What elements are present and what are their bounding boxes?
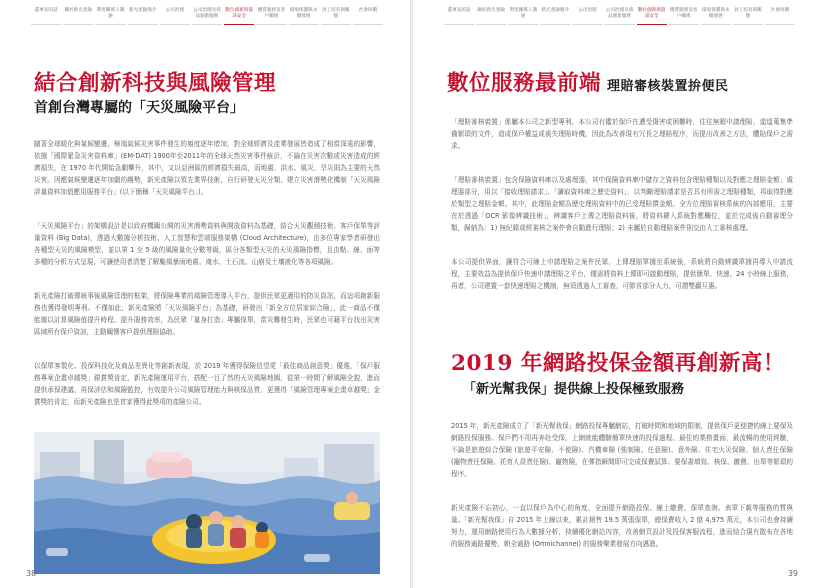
right-page <box>412 0 824 588</box>
nav-item[interactable]: 關於新光產險 <box>476 8 506 25</box>
paragraph: 「天災風險平台」的架構設計是以政府機關公開的災害潛勢資料與開放資料為基礎，結合天災觀測技術、客戶保單等評量資料 (Big Data)，透過大數據分析技術、人工智慧和雲端服務架構 (Cloud Architecture)，由多位專家學者研發出各種型天災的風險模型，並以第 1 至 5 級的風險量化分數等級，區分各類型天災的天災風險指標，且由點、線、面等多種的分析方式呈現，可讓使用者清楚了解颱風暴雨地震、淹水、土石流、山崩及土壤液化等各項風險。 <box>34 222 380 266</box>
nav-item[interactable]: 數位創新與資訊安全 <box>637 8 667 25</box>
nav-item[interactable]: 優質服務及客戶關係 <box>256 8 286 25</box>
nav-item[interactable]: 環境保護與永續發展 <box>289 8 319 25</box>
paragraph: 本公司提供界面，讓符合可線上申請理賠之案件民眾，上傳理賠單據至系統後，系統將自動辨識單據再導入申請流程，主要效益為提供保戶快速申請理賠之平台，僅需將資料上傳即可啟動理賠，提供簡單、快速、24 小時線上服務，再者，公司建置一套快速理賠之機制，無須透過人工審查，可節省部分人力，可謂雙贏互惠。 <box>451 258 793 290</box>
page-number-right: 39 <box>787 569 798 578</box>
nav-item[interactable]: 利害關係人溝通 <box>95 8 125 25</box>
nav-item[interactable]: 優質服務及客戶關係 <box>669 8 699 25</box>
page-number-left: 38 <box>26 569 37 578</box>
nav-item[interactable]: 關於新光產險 <box>63 8 93 25</box>
nav-item[interactable]: 公司治理及商品創新服務 <box>604 8 634 25</box>
nav-item[interactable]: 利害關係人溝通 <box>508 8 538 25</box>
paragraph: 隨著全球暖化與氣候變遷，極端氣候災害事件發生的頻度逐年增加，對全球經濟及產業發展皆造成了相當深遠的影響，依據「國際緊急災害資料庫」(EM-DAT) 1900年至2011年的全球天然災害事件統計，不論在災害次數或災害造成的經濟損失，在 1970 年代開始急劇攀升，其中，又以亞洲區的經濟損失最高，而地震、洪水、風災、旱災則為主要的天然災害。因應氣候變遷逐年加劇的趨勢，新光產險以領先業界技術，自行研發天災分類、建立災害潛勢化機制「天災風險評量資料加值應用服務平台」(以下簡稱「天災風險平台」)。 <box>34 140 380 196</box>
nav-item[interactable]: 公司治理 <box>572 8 602 25</box>
paragraph: 「理賠審核裝置」係屬本公司之新型專利。本公司有鑑於保戶在遭受傷害或困難時，往往無暇申請理賠，遑遑蒐集準備繁瑣的文件，造成保戶權益或喪失理賠時機，因此為改善現有冗長之理賠程序，而提出改善之方法，體貼保戶之需求。 <box>451 118 793 150</box>
nav-item[interactable]: 新光產險簡介 <box>540 8 570 25</box>
section-title-digital <box>447 66 729 97</box>
nav-item[interactable]: 董事長的話 <box>444 8 474 25</box>
paragraph: 新光產險不忘初心，一直以保戶為中心的角度，全面提升網路投保、線上繳費、保單查詢、表單下載等服務的質與量。「新光幫我保」自 2015 年上線以來，累計銷售 19.5 萬張保單，總保費收入 2 億 4,975 萬元，本公司也會持續努力，運用網路使用行為大數據分析，持續優化網站內容，改善網頁設計及投保客服流程，進而結合現有散布在各地的服務通路優勢，朝全通路 (Omnichannel) 的服務樂業發展方向邁進。 <box>451 504 793 548</box>
paragraph: 「理賠審核裝置」包含保險資料庫以及處理器，其中保險資料庫中儲存之資料包含理賠種類以及對應之理賠金額；處理器部分，用以「接收理賠請求」、「讀取資料庫之歷史資料」，以判斷理賠請求是否具有所需之理賠種類，再取得對應於類型之理賠金額。其中，此理賠金額為歷史理賠資料中的已受理賠償金額。全方位理賠審核系統的內部應用，主要在於透過「OCR 影像辨識技術」，辨識客戶上傳之理賠資料後，將資料鍵入系統對應欄位，並於完成後自動審理分類，歸納為：1) 無紀錄或經審核之案件會自動進行理賠；2) 未屬於自動理賠案件則交由人工審核處理。 <box>451 176 793 232</box>
nav-item[interactable]: 環境保護與永續發展 <box>701 8 731 25</box>
nav-item[interactable]: 數位創新與資訊安全 <box>224 8 254 25</box>
nav-item[interactable]: 社會回饋 <box>765 8 795 25</box>
top-navigation-right <box>443 8 796 25</box>
nav-item[interactable]: 公司治理 <box>160 8 190 25</box>
paragraph: 新光產險打破傳統事後風險管理的框架，將保險專業的風險管理導入平台，提供民眾更適用的防災資訊，而這項創新服務也獲得發明專利。不僅如此，新光產險將「天災風險平台」為基礎，研發出「新全方位居家綜合險」，此一商品不僅能據以計算風險值提升時程、提升服務效率，為民眾「量身打造」專屬保單，當災難發生時，民眾也可藉平台找出災害區域所有保戶資訊，主動關懷客戶提供理賠協助。 <box>34 292 380 336</box>
digital-body <box>451 104 793 314</box>
section-title-online: 2019 年網路投保金額再創新高！ <box>451 351 785 376</box>
nav-item[interactable]: 公司治理及商品創新服務 <box>192 8 222 25</box>
section-title-digital-sub: 理賠審核裝置拚便民 <box>607 79 729 94</box>
flood-illustration-image <box>34 432 380 574</box>
paragraph: 以保單客製化、投保科技化及商品差異化等創新表現，於 2019 年獲得保險信望愛「最佳商品創意獎」優選，「保戶服務專案企畫卓越獎」銀賞獎肯定，新光產險運用平台，搭配一目了然的天災風險地圖，從第一時間了解風險全貌，進而提供承保建議、再保評估和風險監控，有效提升公司風險管理能力與核保品質，更獲得「風險管理專案企畫卓越獎」金賞獎的肯定，而新光產險也是首家獲得此獎項的產險公司。 <box>34 362 380 406</box>
nav-item[interactable]: 社會回饋 <box>353 8 383 25</box>
flood-illustration <box>34 432 380 574</box>
paragraph: 2015 年，新光產險成立了「新光幫我保」網路投保專屬網站，打破時間和地域的限制，提供保戶更便捷的線上要保及網路投保服務。保戶們不用再奔赴受保，上網就能體驗簡單快速的投保過程。最佳的業務畫面，最流暢的使用經驗，不論是旅遊綜合保險 (旅遊平安險、不便險)、汽機車險 (強制險、任意險)、意外險、住宅火災保險、個人責任保險 (寵物責任保險、托育人員責任險)、寵物險，在彈指瞬間即可完成保費試算、要保書填寫、核保、繳費、出單等繁瑣的程序。 <box>451 422 793 478</box>
section-subtitle-online: 「新光幫我保」提供線上投保極致服務 <box>463 382 685 397</box>
online-body <box>451 408 793 572</box>
section-title-digital-text: 數位服務最前端 <box>447 71 602 96</box>
left-body <box>34 126 380 430</box>
nav-item[interactable]: 新光產險簡介 <box>128 8 158 25</box>
nav-item[interactable]: 員工培育與關懷 <box>321 8 351 25</box>
nav-item[interactable]: 董事長的話 <box>31 8 61 25</box>
nav-item[interactable]: 員工培育與關懷 <box>733 8 763 25</box>
top-navigation-left <box>30 8 384 25</box>
page-title-left: 結合創新科技與風險管理 <box>34 71 277 96</box>
page-subtitle-left: 首創台灣專屬的「天災風險平台」 <box>34 100 244 116</box>
